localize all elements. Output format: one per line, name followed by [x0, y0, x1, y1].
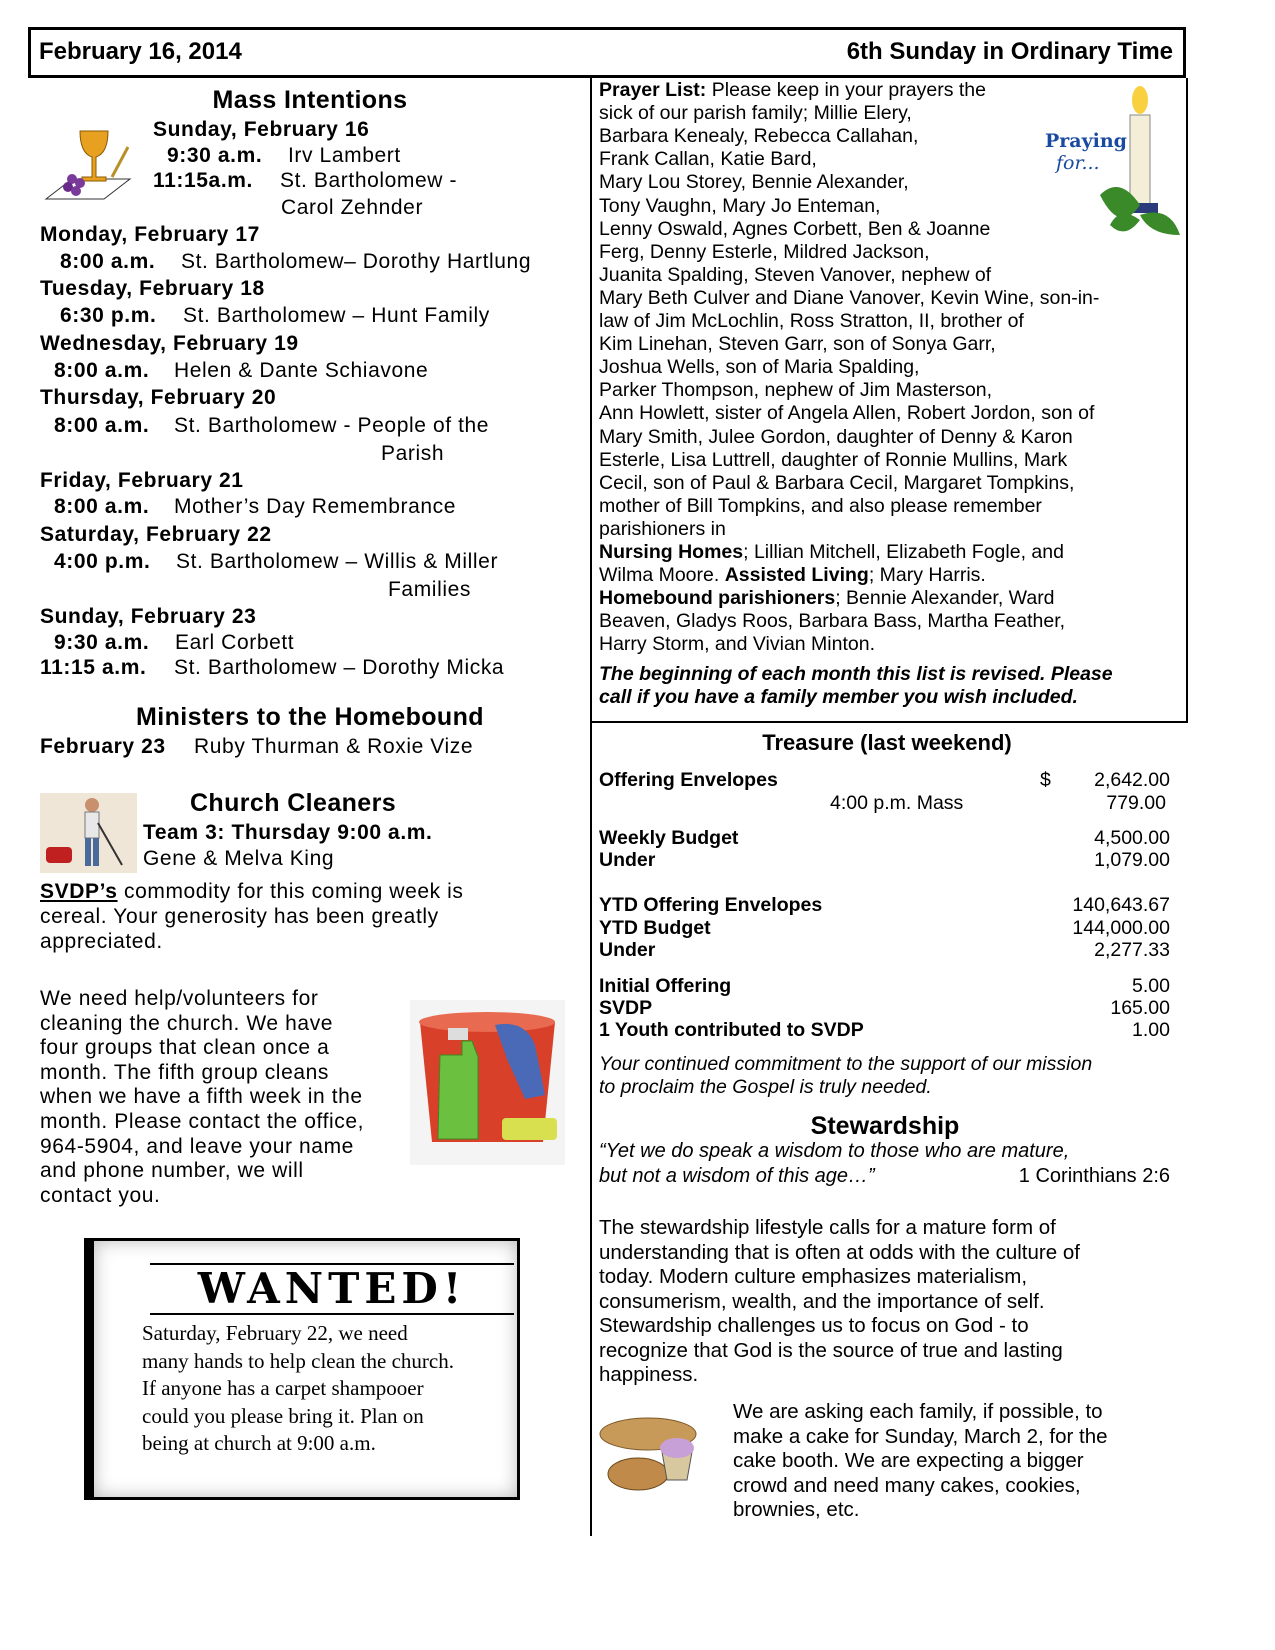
- prayer-text: Mary Beth Culver and Diane Vanover, Kevin Wine, son-in-: [599, 286, 1100, 309]
- volunteers-line: month. The fifth group cleans: [40, 1060, 330, 1084]
- mass-intention: Irv Lambert: [288, 144, 401, 167]
- wanted-line: If anyone has a carpet shampooer: [142, 1376, 424, 1400]
- prayer-category-label: Prayer List:: [599, 79, 707, 101]
- mass-intention-cont: Carol Zehnder: [281, 196, 424, 219]
- prayer-list-line: [599, 148, 817, 171]
- volunteers-line: cleaning the church. We have: [40, 1011, 334, 1035]
- mass-time: 9:30 a.m.: [54, 631, 150, 654]
- prayer-text: ; Bennie Alexander, Ward: [835, 587, 1055, 610]
- chalice-icon: [42, 127, 134, 207]
- prayer-list-line: [599, 287, 1099, 310]
- prayer-text: Esterle, Lisa Luttrell, daughter of Ronnie Mullins, Mark: [599, 448, 1068, 471]
- prayer-text: mother of Bill Tompkins, and also please remember: [599, 494, 1042, 517]
- treasure-label: YTD Offering Envelopes: [599, 894, 823, 916]
- prayer-list-line: [599, 102, 912, 125]
- vacuum-cleaner-icon: [40, 793, 137, 873]
- mass-time: 11:15 a.m.: [40, 656, 147, 679]
- mass-intention: St. Bartholomew -: [280, 169, 458, 192]
- treasure-label: SVDP: [599, 997, 653, 1019]
- treasure-value: 4,500.00: [1094, 827, 1170, 849]
- prayer-list-line: [599, 241, 930, 264]
- bulletin-header: [28, 27, 1186, 78]
- mass-intention: St. Bartholomew– Dorothy Hartlung: [181, 250, 532, 273]
- mass-intention-cont: Parish: [381, 442, 445, 465]
- mass-intention: Helen & Dante Schiavone: [174, 359, 429, 382]
- wanted-line: Saturday, February 22, we need: [142, 1321, 408, 1345]
- wanted-line: being at church at 9:00 a.m.: [142, 1431, 376, 1455]
- day-heading: Tuesday, February 18: [40, 277, 265, 300]
- mass-intention: St. Bartholomew - People of the: [174, 414, 490, 437]
- treasure-value: 779.00: [1106, 792, 1166, 814]
- prayer-text: Tony Vaughn, Mary Jo Enteman,: [599, 194, 881, 217]
- prayer-text: Ferg, Denny Esterle, Mildred Jackson,: [599, 240, 930, 263]
- treasure-label: Offering Envelopes: [599, 769, 778, 791]
- mass-time: 8:00 a.m.: [54, 414, 150, 437]
- day-heading: Wednesday, February 19: [40, 332, 299, 355]
- currency-symbol: $: [1040, 769, 1051, 791]
- prayer-list-line: [599, 333, 996, 356]
- prayer-category-label: Homebound parishioners: [599, 587, 836, 610]
- cake-booth-text: crowd and need many cakes, cookies,: [733, 1473, 1081, 1497]
- day-heading: Monday, February 17: [40, 223, 260, 246]
- prayer-list-line: [599, 426, 1073, 449]
- prayer-text: Cecil, son of Paul & Barbara Cecil, Margaret Tompkins,: [599, 471, 1075, 494]
- treasure-label: Weekly Budget: [599, 827, 739, 849]
- prayer-text: Joshua Wells, son of Maria Spalding,: [599, 356, 920, 379]
- praying-candle-icon: [1040, 85, 1180, 245]
- prayer-list-line: [599, 264, 991, 287]
- prayer-text: Parker Thompson, nephew of Jim Masterson,: [599, 379, 993, 402]
- minister-date: February 23: [40, 735, 166, 758]
- day-heading: Sunday, February 23: [40, 605, 257, 628]
- prayer-category-label: Nursing Homes: [599, 541, 744, 563]
- section-title: Church Cleaners: [189, 789, 397, 817]
- praying-logo-text: Praying: [1045, 130, 1127, 152]
- prayer-text: Wilma Moore.: [599, 564, 725, 587]
- prayer-list-line: [599, 402, 1094, 425]
- prayer-list-note: The beginning of each month this list is revised. Please: [599, 663, 1113, 685]
- wanted-title: WANTED!: [150, 1263, 514, 1315]
- treasure-value: 1.00: [1132, 1019, 1170, 1041]
- volunteers-line: four groups that clean once a: [40, 1036, 330, 1060]
- prayer-list-line: [599, 79, 986, 102]
- treasure-value: 2,277.33: [1094, 939, 1170, 961]
- scripture-quote: but not a wisdom of this age…”: [599, 1165, 875, 1187]
- treasure-note: to proclaim the Gospel is truly needed.: [599, 1076, 932, 1098]
- day-heading: Friday, February 21: [40, 469, 244, 492]
- wanted-line: many hands to help clean the church.: [142, 1348, 454, 1373]
- day-heading: Sunday, February 16: [153, 118, 370, 141]
- prayer-text: Mary Lou Storey, Bennie Alexander,: [599, 171, 909, 194]
- svdp-text: cereal. Your generosity has been greatly: [40, 905, 439, 928]
- prayer-list-line: [599, 125, 918, 148]
- prayer-list-line: [599, 587, 1055, 610]
- prayer-text: parishioners in: [599, 517, 726, 540]
- day-heading: Thursday, February 20: [40, 386, 277, 409]
- stewardship-text: recognize that God is the source of true and lasting: [599, 1338, 1063, 1362]
- prayer-list-line: [599, 218, 990, 241]
- treasure-label: 4:00 p.m. Mass: [830, 792, 964, 814]
- prayer-text: sick of our parish family; Millie Elery,: [599, 102, 912, 125]
- cleaning-team-names: Gene & Melva King: [143, 847, 335, 870]
- prayer-list-line: [599, 379, 992, 402]
- treasure-value: 2,642.00: [1094, 769, 1170, 791]
- prayer-text: Ann Howlett, sister of Angela Allen, Robert Jordon, son of: [599, 402, 1095, 425]
- mass-intention: Earl Corbett: [175, 631, 295, 654]
- volunteers-line: when we have a fifth week in the: [40, 1085, 363, 1109]
- prayer-list-line: [599, 564, 986, 587]
- section-title: Ministers to the Homebound: [136, 703, 484, 731]
- mass-time: 9:30 a.m.: [167, 144, 263, 167]
- cake-booth-text: We are asking each family, if possible, to: [733, 1400, 1103, 1423]
- column-divider: [590, 78, 592, 1536]
- scripture-citation: 1 Corinthians 2:6: [1018, 1165, 1170, 1187]
- treasure-value: 5.00: [1132, 975, 1170, 997]
- mass-time: 8:00 a.m.: [60, 250, 156, 273]
- stewardship-text: today. Modern culture emphasizes materialism,: [599, 1265, 1028, 1288]
- bulletin-date: February 16, 2014: [39, 38, 242, 65]
- prayer-list-line: [599, 495, 1042, 518]
- svdp-text: commodity for this coming week is: [117, 880, 464, 903]
- cake-cookies-icon: [598, 1412, 723, 1497]
- mass-time: 11:15a.m.: [153, 169, 253, 192]
- section-title: Mass Intentions: [212, 86, 408, 114]
- cleaning-team: Team 3: Thursday 9:00 a.m.: [143, 821, 433, 844]
- stewardship-text: consumerism, wealth, and the importance of self.: [599, 1289, 1045, 1313]
- mass-intention: St. Bartholomew – Hunt Family: [183, 304, 490, 327]
- cake-booth-text: cake booth. We are expecting a bigger: [733, 1449, 1084, 1472]
- prayer-box-bottom: [590, 721, 1188, 723]
- svdp-line: [40, 879, 464, 905]
- treasure-label: YTD Budget: [599, 917, 711, 939]
- volunteers-line: 964-5904, and leave your name: [40, 1134, 354, 1158]
- prayer-text: Harry Storm, and Vivian Minton.: [599, 633, 875, 656]
- wanted-line: could you please bring it. Plan on: [142, 1403, 424, 1428]
- mass-intention-cont: Families: [388, 578, 471, 601]
- treasure-label: 1 Youth contributed to SVDP: [599, 1019, 864, 1041]
- wanted-notice: [84, 1238, 520, 1500]
- svdp-text: appreciated.: [40, 930, 163, 953]
- stewardship-text: Stewardship challenges us to focus on God - to: [599, 1314, 1029, 1337]
- day-heading: Saturday, February 22: [40, 523, 272, 546]
- stewardship-text: The stewardship lifestyle calls for a mature form of: [599, 1216, 1056, 1239]
- prayer-list-line: [599, 518, 726, 541]
- treasure-value: 1,079.00: [1094, 849, 1170, 871]
- stewardship-text: understanding that is often at odds with the culture of: [599, 1240, 1080, 1264]
- mass-intention: Mother’s Day Remembrance: [174, 495, 457, 518]
- volunteers-line: and phone number, we will: [40, 1159, 304, 1183]
- prayer-text: Frank Callan, Katie Bard,: [599, 148, 817, 171]
- mass-intention: St. Bartholomew – Dorothy Micka: [174, 656, 505, 679]
- prayer-list-line: [599, 310, 1024, 333]
- treasure-note: Your continued commitment to the support of our mission: [599, 1053, 1093, 1075]
- treasure-label: Initial Offering: [599, 975, 732, 997]
- prayer-list-line: [599, 541, 1064, 564]
- section-title: Stewardship: [810, 1112, 960, 1140]
- prayer-list-line: [599, 633, 875, 656]
- prayer-text: Mary Smith, Julee Gordon, daughter of Denny & Karon: [599, 425, 1073, 448]
- mass-time: 8:00 a.m.: [54, 495, 150, 518]
- prayer-list-line: [599, 610, 1065, 633]
- mass-intention: St. Bartholomew – Willis & Miller: [176, 550, 499, 573]
- prayer-text: Beaven, Gladys Roos, Barbara Bass, Martha Feather,: [599, 610, 1066, 633]
- cake-booth-text: brownies, etc.: [733, 1498, 860, 1521]
- liturgical-occasion: 6th Sunday in Ordinary Time: [846, 38, 1173, 65]
- prayer-text: Juanita Spalding, Steven Vanover, nephew of: [599, 263, 992, 286]
- prayer-text: Kim Linehan, Steven Garr, son of Sonya Garr,: [599, 333, 996, 356]
- prayer-list-line: [599, 356, 919, 379]
- section-title: Treasure (last weekend): [762, 730, 1012, 755]
- mass-time: 8:00 a.m.: [54, 359, 150, 382]
- prayer-category-label: Assisted Living: [724, 564, 869, 587]
- treasure-value: 165.00: [1110, 997, 1170, 1019]
- prayer-list-line: [599, 449, 1067, 472]
- prayer-text: Barbara Kenealy, Rebecca Callahan,: [599, 125, 919, 148]
- minister-names: Ruby Thurman & Roxie Vize: [194, 735, 474, 758]
- volunteers-line: month. Please contact the office,: [40, 1110, 365, 1133]
- scripture-quote: “Yet we do speak a wisdom to those who are mature,: [599, 1140, 1070, 1162]
- prayer-list-line: [599, 195, 880, 218]
- prayer-box-border: [1186, 78, 1188, 722]
- treasure-value: 140,643.67: [1072, 894, 1170, 916]
- volunteers-line: We need help/volunteers for: [40, 987, 319, 1010]
- prayer-list-note: call if you have a family member you wish included.: [599, 686, 1078, 708]
- svg-text:for...: for...: [1056, 152, 1100, 174]
- cake-booth-text: make a cake for Sunday, March 2, for the: [733, 1424, 1108, 1448]
- prayer-text: law of Jim McLochlin, Ross Stratton, II, brother of: [599, 310, 1024, 332]
- prayer-text: Please keep in your prayers the: [706, 79, 986, 101]
- mass-time: 4:00 p.m.: [54, 550, 151, 573]
- prayer-list-line: [599, 171, 909, 194]
- prayer-text: ; Lillian Mitchell, Elizabeth Fogle, and: [743, 541, 1064, 563]
- volunteers-line: contact you.: [40, 1183, 161, 1207]
- treasure-value: 144,000.00: [1072, 917, 1170, 939]
- treasure-label: Under: [599, 939, 656, 961]
- svdp-label: SVDP’s: [40, 880, 118, 903]
- prayer-text: Lenny Oswald, Agnes Corbett, Ben & Joanne: [599, 217, 991, 240]
- prayer-list-line: [599, 472, 1074, 495]
- treasure-label: Under: [599, 849, 656, 871]
- mass-time: 6:30 p.m.: [60, 304, 157, 327]
- prayer-text: ; Mary Harris.: [868, 564, 986, 587]
- stewardship-text: happiness.: [599, 1363, 699, 1386]
- cleaning-bucket-icon: [410, 1000, 565, 1165]
